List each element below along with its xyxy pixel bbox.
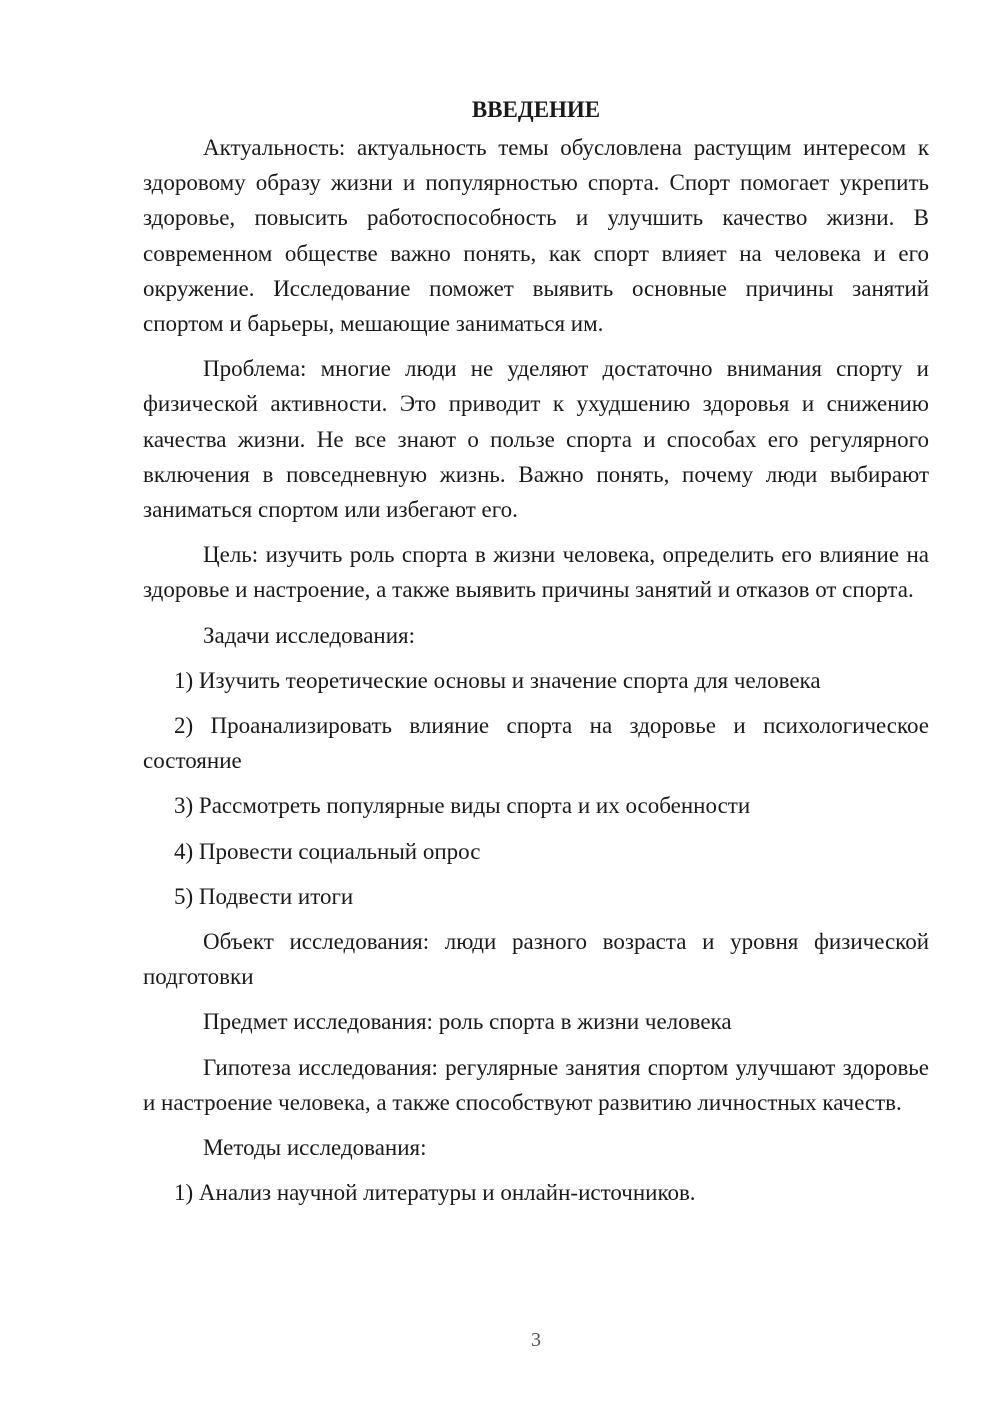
method-item-1: 1) Анализ научной литературы и онлайн-источников. bbox=[174, 1180, 696, 1206]
task-item-3: 3) Рассмотреть популярные виды спорта и их особенности bbox=[174, 793, 751, 819]
tasks-heading: Задачи исследования: bbox=[203, 622, 416, 648]
page-number: 3 bbox=[531, 1329, 541, 1351]
hypothesis-paragraph: Гипотеза исследования: регулярные занятия спортом улучшают здоровье и настроение человека, а также способствуют развитию личностных качеств. bbox=[143, 1054, 929, 1115]
task-item-1: 1) Изучить теоретические основы и значение спорта для человека bbox=[174, 667, 821, 693]
methods-heading: Методы исследования: bbox=[203, 1135, 427, 1161]
task-item-4: 4) Провести социальный опрос bbox=[174, 838, 481, 864]
goal-paragraph: Цель: изучить роль спорта в жизни человека, определить его влияние на здоровье и настроение, а также выявить причины занятий и отказов от спорта. bbox=[143, 542, 929, 603]
object-paragraph: Объект исследования: люди разного возраста и уровня физической подготовки bbox=[143, 929, 929, 990]
task-item-5: 5) Подвести итоги bbox=[174, 883, 354, 909]
relevance-paragraph: Актуальность: актуальность темы обусловлена растущим интересом к здоровому образу жизни и популярностью спорта. Спорт помогает укрепить здоровье, повысить работоспособность и улучшить качество жизни. В современном обществе важно понять, как спорт влияет на человека и его окружение. Исследование поможет выявить основные причины занятий спортом и барьеры, мешающие заниматься им. bbox=[143, 135, 929, 337]
task-item-2: 2) Проанализировать влияние спорта на здоровье и психологическое состояние bbox=[143, 713, 929, 774]
problem-paragraph: Проблема: многие люди не уделяют достаточно внимания спорту и физической активности. Это приводит к ухудшению здоровья и снижению качества жизни. Не все знают о пользе спорта и способах его регулярного включения в повседневную жизнь. Важно понять, почему люди выбирают заниматься спортом или избегают его. bbox=[143, 356, 929, 523]
section-title: ВВЕДЕНИЕ bbox=[471, 97, 601, 122]
document-page bbox=[143, 92, 929, 1220]
subject-paragraph: Предмет исследования: роль спорта в жизни человека bbox=[203, 1009, 732, 1035]
